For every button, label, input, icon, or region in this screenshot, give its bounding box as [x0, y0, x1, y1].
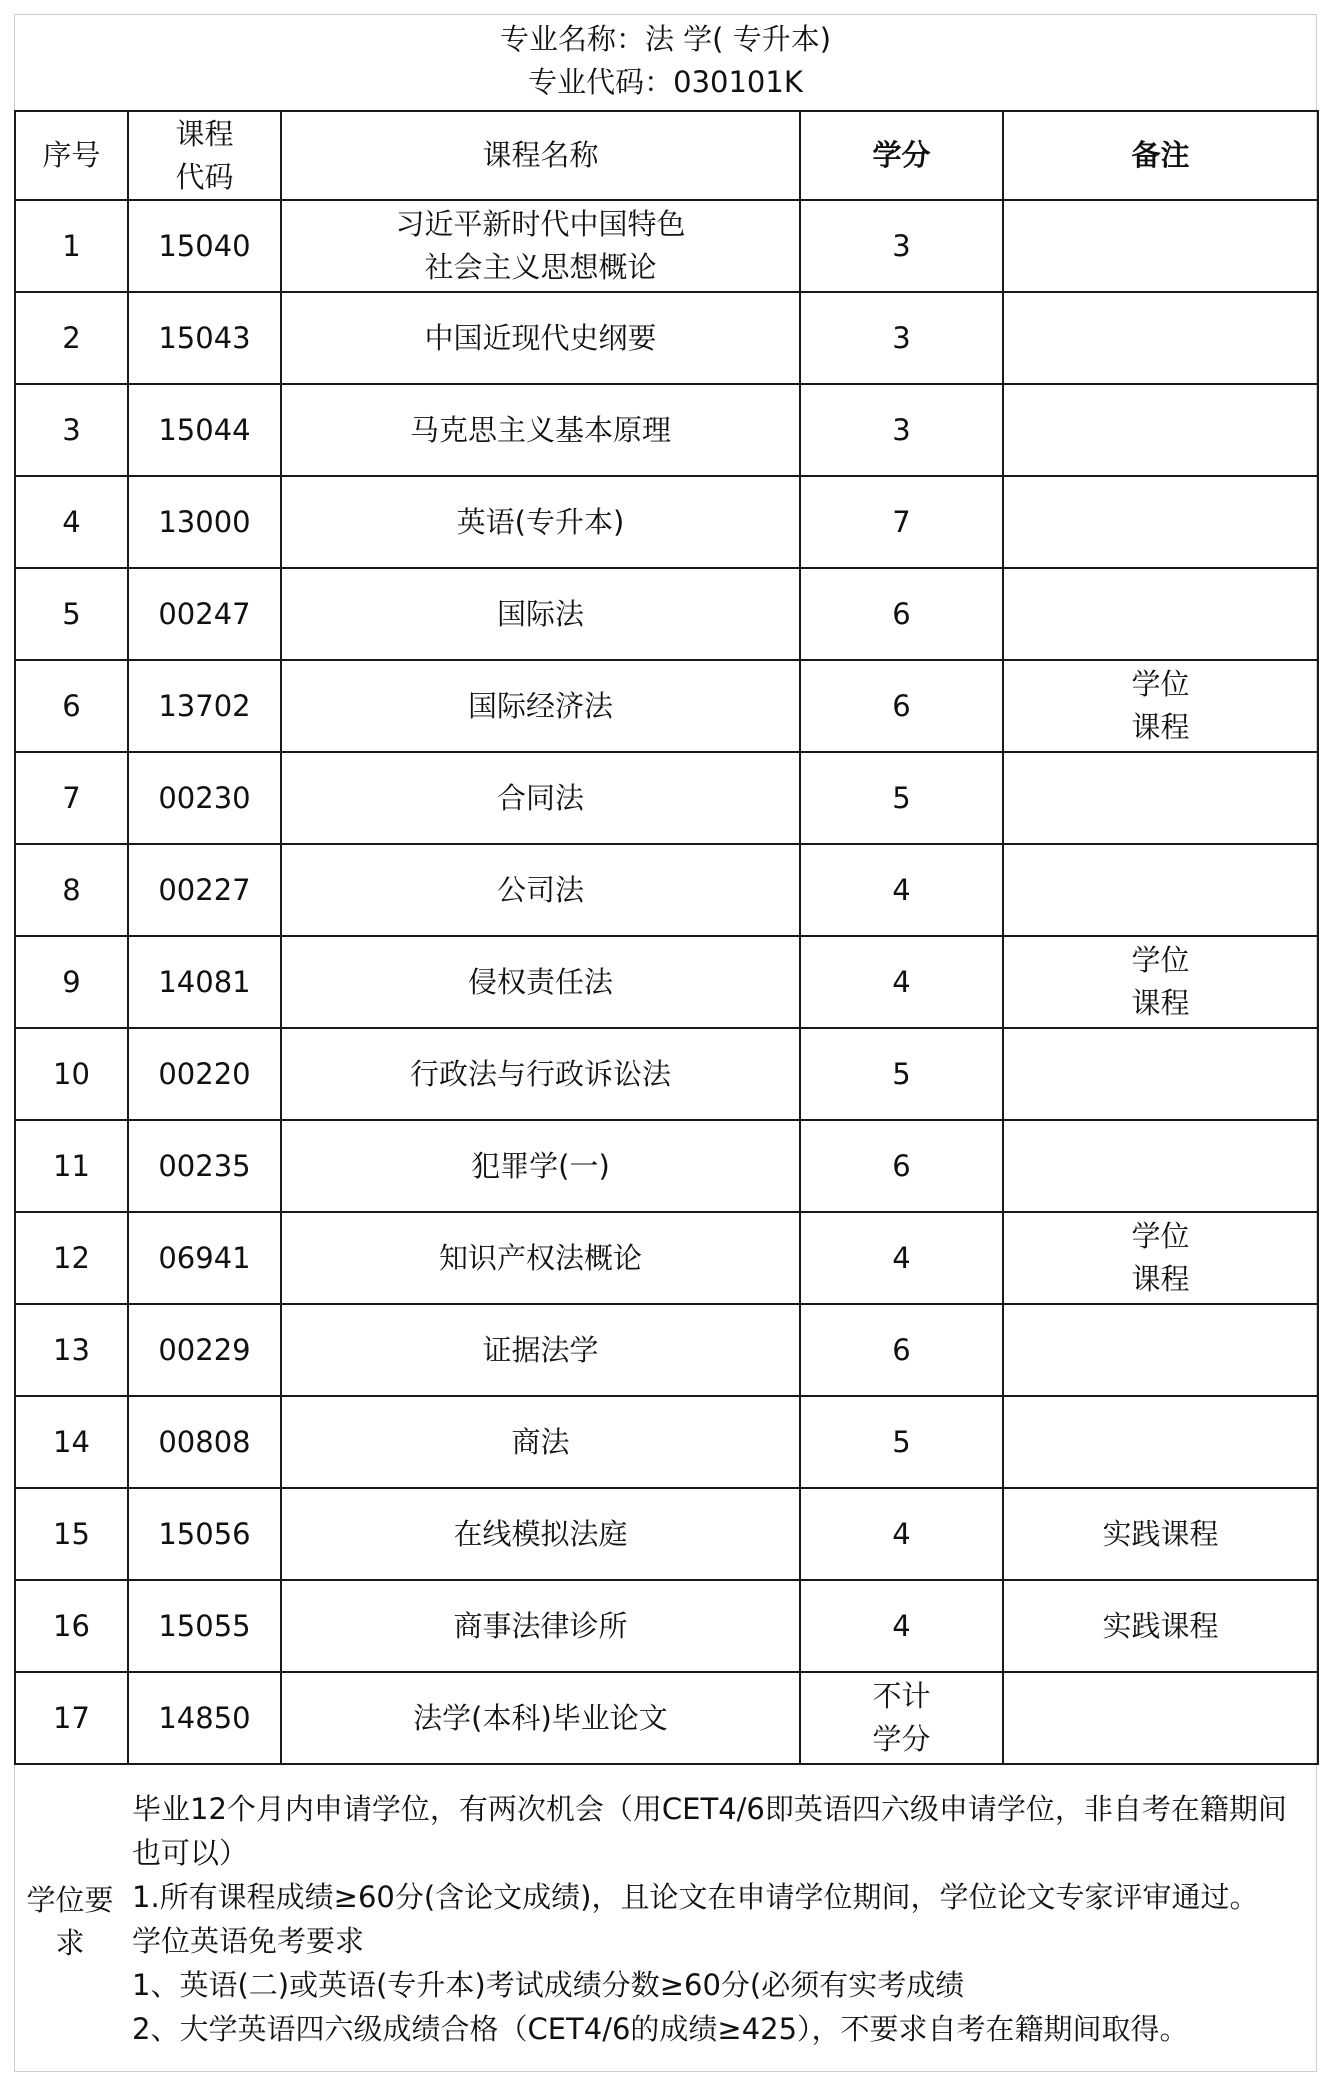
cell-credit-text: 7 [892, 504, 911, 539]
cell-code [128, 936, 281, 1028]
cell-code [128, 1028, 281, 1120]
degree-requirements-label [14, 1771, 126, 2072]
cell-no-text: 5 [62, 596, 81, 631]
cell-no-text: 15 [53, 1516, 90, 1551]
table-row [15, 1028, 1318, 1120]
cell-code [128, 1580, 281, 1672]
cell-code [128, 1212, 281, 1304]
cell-no-text: 8 [62, 872, 81, 907]
cell-code-text: 15040 [158, 228, 251, 263]
table-row [15, 1580, 1318, 1672]
cell-no [15, 844, 128, 936]
cell-credit-text: 6 [892, 596, 911, 631]
cell-no [15, 1120, 128, 1212]
cell-course-name [281, 1304, 800, 1396]
cell-credit [800, 200, 1003, 292]
cell-course-name-text: 合同法 [496, 780, 584, 815]
cell-code-text: 00247 [158, 596, 251, 631]
cell-no [15, 1212, 128, 1304]
table-row [15, 752, 1318, 844]
cell-credit [800, 936, 1003, 1028]
col-header-label: 课程 代码 [175, 116, 234, 194]
cell-note [1003, 1212, 1318, 1304]
degree-requirements [14, 1771, 1317, 2072]
cell-credit [800, 1120, 1003, 1212]
cell-credit [800, 1672, 1003, 1764]
cell-credit-text: 4 [892, 872, 911, 907]
cell-credit [800, 660, 1003, 752]
table-row [15, 1304, 1318, 1396]
cell-course-name [281, 568, 800, 660]
cell-no-text: 17 [53, 1700, 90, 1735]
cell-no [15, 384, 128, 476]
cell-course-name [281, 660, 800, 752]
cell-note [1003, 844, 1318, 936]
col-header-code [128, 111, 281, 200]
cell-course-name-text: 行政法与行政诉讼法 [409, 1056, 671, 1091]
table-header-row [15, 111, 1318, 200]
cell-note [1003, 568, 1318, 660]
table-row [15, 384, 1318, 476]
table-row [15, 292, 1318, 384]
cell-note [1003, 1580, 1318, 1672]
cell-course-name [281, 1396, 800, 1488]
cell-note [1003, 1396, 1318, 1488]
cell-note-text: 实践课程 [1102, 1516, 1219, 1551]
cell-code-text: 00230 [158, 780, 251, 815]
cell-code [128, 384, 281, 476]
cell-credit [800, 1304, 1003, 1396]
table-row [15, 1672, 1318, 1764]
cell-code [128, 476, 281, 568]
cell-no-text: 9 [62, 964, 81, 999]
degree-requirements-text [132, 1787, 1312, 2051]
cell-credit [800, 752, 1003, 844]
cell-credit [800, 1488, 1003, 1580]
cell-code [128, 292, 281, 384]
table-row [15, 568, 1318, 660]
cell-credit-text: 6 [892, 688, 911, 723]
cell-note [1003, 660, 1318, 752]
course-table [14, 110, 1319, 1765]
col-header-note [1003, 111, 1318, 200]
cell-credit-text: 6 [892, 1332, 911, 1367]
cell-credit [800, 384, 1003, 476]
cell-no-text: 1 [62, 228, 81, 263]
cell-credit [800, 1028, 1003, 1120]
cell-note [1003, 1120, 1318, 1212]
cell-no-text: 14 [53, 1424, 90, 1459]
cell-code-text: 15055 [158, 1608, 251, 1643]
cell-no [15, 476, 128, 568]
col-header-label: 备注 [1131, 138, 1190, 172]
major-name: 专业名称：法 学( 专升本) [499, 22, 832, 56]
cell-course-name-text: 国际经济法 [467, 688, 613, 723]
cell-course-name-text: 商事法律诊所 [453, 1608, 628, 1643]
cell-code-text: 00808 [158, 1424, 251, 1459]
cell-course-name [281, 1488, 800, 1580]
cell-course-name [281, 384, 800, 476]
cell-note-text: 实践课程 [1102, 1608, 1219, 1643]
cell-note-text: 学位 课程 [1131, 1219, 1190, 1296]
cell-course-name-text: 侵权责任法 [467, 964, 613, 999]
cell-course-name-text: 法学(本科)毕业论文 [413, 1700, 668, 1735]
table-row [15, 660, 1318, 752]
cell-credit [800, 292, 1003, 384]
cell-course-name [281, 1580, 800, 1672]
cell-code-text: 00220 [158, 1056, 251, 1091]
cell-code [128, 1304, 281, 1396]
table-row [15, 1212, 1318, 1304]
table-row [15, 936, 1318, 1028]
cell-course-name [281, 844, 800, 936]
cell-credit [800, 476, 1003, 568]
cell-credit-text: 5 [892, 1056, 911, 1091]
cell-code [128, 1120, 281, 1212]
cell-no [15, 936, 128, 1028]
cell-credit [800, 1212, 1003, 1304]
requirement-line: 学位英语免考要求 [132, 1924, 365, 1958]
cell-code-text: 06941 [158, 1240, 251, 1275]
cell-code-text: 15043 [158, 320, 251, 355]
cell-credit [800, 844, 1003, 936]
cell-credit [800, 568, 1003, 660]
col-header-label: 序号 [42, 138, 101, 172]
cell-no [15, 1672, 128, 1764]
cell-course-name-text: 在线模拟法庭 [453, 1516, 628, 1551]
cell-credit-text: 5 [892, 780, 911, 815]
cell-note [1003, 476, 1318, 568]
cell-note [1003, 1488, 1318, 1580]
table-row [15, 1396, 1318, 1488]
cell-no-text: 3 [62, 412, 81, 447]
cell-credit [800, 1396, 1003, 1488]
table-row [15, 200, 1318, 292]
cell-course-name-text: 中国近现代史纲要 [424, 320, 657, 355]
cell-course-name [281, 476, 800, 568]
cell-note [1003, 1028, 1318, 1120]
cell-code [128, 844, 281, 936]
table-row [15, 1488, 1318, 1580]
cell-no-text: 12 [53, 1240, 90, 1275]
cell-no-text: 6 [62, 688, 81, 723]
cell-course-name-text: 犯罪学(一) [471, 1148, 610, 1183]
cell-no-text: 13 [53, 1332, 90, 1367]
col-header-credit [800, 111, 1003, 200]
cell-note [1003, 384, 1318, 476]
col-header-name [281, 111, 800, 200]
cell-code-text: 00227 [158, 872, 251, 907]
cell-code-text: 00235 [158, 1148, 251, 1183]
cell-code [128, 1672, 281, 1764]
cell-code-text: 13702 [158, 688, 251, 723]
cell-note [1003, 936, 1318, 1028]
cell-no-text: 11 [53, 1148, 90, 1183]
title-block [14, 18, 1317, 104]
cell-course-name-text: 公司法 [496, 872, 584, 907]
table-row [15, 1120, 1318, 1212]
cell-credit-text: 4 [892, 1516, 911, 1551]
cell-credit-text: 3 [892, 412, 911, 447]
cell-no [15, 1488, 128, 1580]
requirement-line: 2、大学英语四六级成绩合格（CET4/6的成绩≥425），不要求自考在籍期间取得。 [132, 2012, 1189, 2046]
table-row [15, 476, 1318, 568]
cell-no [15, 1304, 128, 1396]
cell-code [128, 568, 281, 660]
cell-code [128, 752, 281, 844]
cell-code-text: 15044 [158, 412, 251, 447]
cell-code-text: 14850 [158, 1700, 251, 1735]
cell-note [1003, 200, 1318, 292]
cell-note [1003, 292, 1318, 384]
requirement-line: 1.所有课程成绩≥60分(含论文成绩)，且论文在申请学位期间，学位论文专家评审通过。 [132, 1880, 1259, 1914]
cell-credit [800, 1580, 1003, 1672]
cell-no-text: 16 [53, 1608, 90, 1643]
cell-code-text: 00229 [158, 1332, 251, 1367]
cell-credit-text: 5 [892, 1424, 911, 1459]
cell-course-name-text: 商法 [511, 1424, 570, 1459]
cell-code [128, 660, 281, 752]
cell-course-name-text: 马克思主义基本原理 [409, 412, 671, 447]
cell-no [15, 1396, 128, 1488]
cell-note-text: 学位 课程 [1131, 943, 1190, 1020]
cell-code [128, 1488, 281, 1580]
cell-code [128, 200, 281, 292]
cell-course-name [281, 1028, 800, 1120]
cell-course-name [281, 1672, 800, 1764]
cell-credit-text: 6 [892, 1148, 911, 1183]
cell-credit-text: 4 [892, 1240, 911, 1275]
degree-requirements-label-text: 学位要 求 [26, 1882, 114, 1960]
cell-no [15, 568, 128, 660]
cell-course-name [281, 292, 800, 384]
cell-no-text: 7 [62, 780, 81, 815]
cell-no [15, 292, 128, 384]
cell-course-name [281, 936, 800, 1028]
cell-no [15, 200, 128, 292]
cell-course-name-text: 知识产权法概论 [438, 1240, 642, 1275]
cell-code-text: 15056 [158, 1516, 251, 1551]
cell-no [15, 1580, 128, 1672]
cell-note-text: 学位 课程 [1131, 667, 1190, 744]
cell-course-name [281, 1120, 800, 1212]
col-header-no [15, 111, 128, 200]
col-header-label: 课程名称 [482, 138, 599, 172]
cell-credit-text: 3 [892, 228, 911, 263]
cell-no-text: 10 [53, 1056, 90, 1091]
table-row [15, 844, 1318, 936]
major-code: 专业代码：030101K [528, 65, 803, 99]
cell-no [15, 660, 128, 752]
col-header-label: 学分 [872, 138, 931, 172]
cell-credit-text: 3 [892, 320, 911, 355]
cell-no [15, 752, 128, 844]
cell-credit-text: 不计 学分 [872, 1679, 931, 1756]
cell-course-name [281, 1212, 800, 1304]
cell-code-text: 14081 [158, 964, 251, 999]
cell-note [1003, 1304, 1318, 1396]
cell-course-name [281, 752, 800, 844]
cell-credit-text: 4 [892, 1608, 911, 1643]
cell-note [1003, 1672, 1318, 1764]
cell-no-text: 2 [62, 320, 81, 355]
cell-course-name-text: 证据法学 [482, 1332, 599, 1367]
cell-no [15, 1028, 128, 1120]
cell-course-name-text: 国际法 [496, 596, 584, 631]
cell-course-name-text: 习近平新时代中国特色 社会主义思想概论 [395, 207, 686, 284]
cell-course-name-text: 英语(专升本) [456, 504, 625, 539]
cell-course-name [281, 200, 800, 292]
requirement-line: 1、英语(二)或英语(专升本)考试成绩分数≥60分(必须有实考成绩 [132, 1968, 965, 2002]
requirement-line: 毕业12个月内申请学位，有两次机会（用CET4/6即英语四六级申请学位，非自考在籍期间也可以） [132, 1792, 1287, 1870]
cell-credit-text: 4 [892, 964, 911, 999]
cell-note [1003, 752, 1318, 844]
cell-code-text: 13000 [158, 504, 251, 539]
cell-no-text: 4 [62, 504, 81, 539]
cell-code [128, 1396, 281, 1488]
